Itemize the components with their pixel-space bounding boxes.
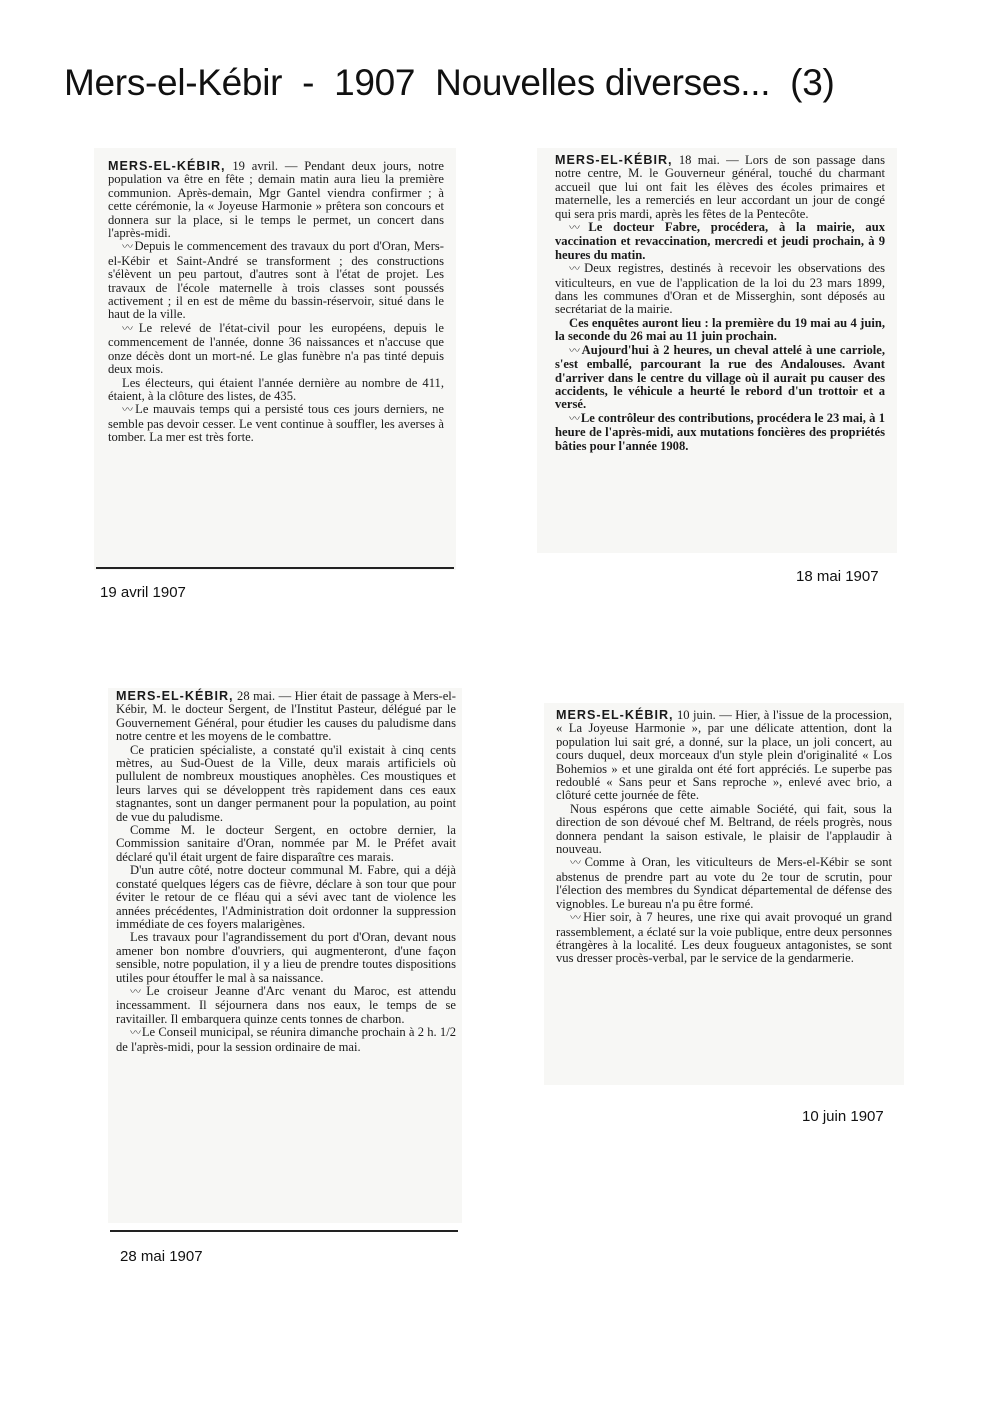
clip-paragraph: 〰 Le mauvais temps qui a persisté tous ces jours derniers, ne semble pas devoir cesser. Le vent continue à souffler, les averses à tomber. La mer est très forte. [108, 402, 445, 445]
clip-caption: 10 juin 1907 [802, 1108, 884, 1125]
wavy-dash-icon: 〰 [122, 241, 135, 254]
clip-date: 28 mai. — [233, 689, 295, 703]
clip-date: 18 mai. — [672, 153, 746, 167]
clip-paragraph: 〰 Le docteur Fabre, procédera, à la mairie, aux vaccination et revaccination, mercredi et jeudi prochain, à 9 heures du matin. [555, 220, 885, 262]
wavy-dash-icon: 〰 [569, 222, 589, 235]
clip-paragraph: Ce praticien spécialiste, a constaté qu'il existait à cinq cents mètres, au Sud-Ouest de la Ville, deux marais artificiels où pullulent de nombreux moustiques anophèles. Ces moustiques et leurs larves qui se développent très rapidement dans ces eaux stagnantes, sont un danger permanent pour la population, au point de vue du paludisme. [116, 742, 456, 824]
clip-dateline: MERS-EL-KÉBIR, [555, 153, 673, 167]
clip-paragraph: Les travaux pour l'agrandissement du port d'Oran, devant nous amener bon nombre d'ouvriers, qui augmenteront, d'une façon sensible, notre population, il y a lieu de prendre toutes dispositions utiles pour étouffer le mal à sa naissance. [116, 930, 456, 985]
clip-bottom-rule [110, 1230, 458, 1232]
clip-caption: 19 avril 1907 [100, 584, 186, 601]
news-clipping-28-mai [108, 688, 462, 1223]
clip-paragraph: Ces enquêtes auront lieu : la première du 19 mai au 4 juin, la seconde du 26 mai au 11 juin prochain. [555, 315, 885, 344]
clip-paragraph: 〰 Depuis le commencement des travaux du port d'Oran, Mers-el-Kébir et Saint-André se transforment ; des constructions s'élèvent un peu partout, d'autres sont à l'état de projet. Les travaux de l'école maternelle à trois classes sont poussés activement ; il en est de même du bassin-réservoir, situé dans le haut de la ville. [108, 239, 444, 322]
page-title: Mers-el-Kébir - 1907 Nouvelles diverses... (3) [64, 62, 835, 103]
clip-paragraph: 〰 Le contrôleur des contributions, procédera le 23 mai, à 1 heure de l'après-midi, aux mutations foncières des propriétés bâties pour l'année 1908. [555, 410, 885, 453]
clip-dateline: MERS-EL-KÉBIR, [556, 708, 674, 722]
clip-paragraph: MERS-EL-KÉBIR, 10 juin. — Hier, à l'issue de la procession, « La Joyeuse Harmonie », par une délicate attention, dont la population lui sait gré, a donné, sur la place, un joli concert, au cours duquel, deux morceaux d'un style plein d'originalité « Los Bohemios » et une giralda ont été fort appréciés. Le superbe pas redoublé « Sans peur et Sans reproche », enlevé avec brio, a clôturé cette journée de fête. [556, 708, 892, 803]
wavy-dash-icon: 〰 [130, 985, 147, 998]
clip-dateline: MERS-EL-KÉBIR, [116, 689, 234, 703]
wavy-dash-icon: 〰 [570, 912, 584, 925]
clip-paragraph: MERS-EL-KÉBIR, 19 avril. — Pendant deux jours, notre population va être en fête ; demain matin aura lieu la première communion. Après-demain, Mgr Gantel viendra confirmer ; à cette cérémonie, la « Joyeuse Harmonie » prêtera son concours et donnera sur la place, si le temps le permet, un concert dans l'après-midi. [108, 159, 444, 241]
wavy-dash-icon: 〰 [130, 1027, 142, 1040]
news-clipping-10-juin [544, 703, 904, 1085]
clip-paragraph: D'un autre côté, notre docteur communal M. Fabre, qui a déjà constaté quelques légers cas de fièvre, déclare à son tour que pour éviter le retour de ce fléau qui a sévi avec tant de violence les années précédentes, l'Administration doit ordonner la suppression immédiate de ces foyers malarigènes. [116, 863, 456, 931]
clip-paragraph: 〰 Le Conseil municipal, se réunira dimanche prochain à 2 h. 1/2 de l'après-midi, pour la session ordinaire de mai. [116, 1025, 457, 1054]
clip-paragraph: 〰 Le croiseur Jeanne d'Arc venant du Maroc, est attendu incessamment. Il séjournera dans nos eaux, le temps de se ravitailler. Il embarquera quinze cents tonnes de charbon. [116, 983, 457, 1026]
wavy-dash-icon: 〰 [122, 322, 139, 335]
wavy-dash-icon: 〰 [122, 404, 136, 417]
news-clipping-19-avril [94, 148, 456, 570]
clip-paragraph: Les électeurs, qui étaient l'année dernière au nombre de 411, étaient, à la clôture des listes, de 435. [108, 375, 444, 403]
clip-date: 19 avril. — [225, 159, 305, 173]
clip-paragraph: Nous espérons que cette aimable Société, qui fait, sous la direction de son dévoué chef M. Beltrand, de réels progrès, nous donnera pendant la saison estivale, le plaisir de l'applaudir à nouveau. [556, 801, 892, 857]
wavy-dash-icon: 〰 [569, 412, 581, 425]
clip-paragraph: MERS-EL-KÉBIR, 28 mai. — Hier était de passage à Mers-el-Kébir, M. le docteur Sergent, de l'Institut Pasteur, délégué par le Gouvernement Général, pour étudier les causes du paludisme dans notre centre et les moyens de le combattre. [116, 689, 456, 744]
wavy-dash-icon: 〰 [569, 344, 582, 357]
wavy-dash-icon: 〰 [569, 263, 585, 276]
clip-paragraph: 〰 Deux registres, destinés à recevoir les observations des viticulteurs, en vue de l'application de la loi du 23 mars 1899, dans les communes d'Oran et de Misserghin, sont déposés au secrétariat de la mairie. [555, 261, 886, 317]
clip-caption: 28 mai 1907 [120, 1248, 203, 1265]
clip-bottom-rule [96, 567, 454, 569]
clip-date: 10 juin. — [673, 708, 736, 722]
clip-paragraph: Comme M. le docteur Sergent, en octobre dernier, la Commission sanitaire d'Oran, nommée par M. le Préfet avait déclaré qu'il était urgent de faire disparaître ces marais. [116, 823, 456, 864]
wavy-dash-icon: 〰 [570, 857, 585, 870]
news-clipping-18-mai [537, 148, 897, 553]
clip-paragraph: 〰 Aujourd'hui à 2 heures, un cheval attelé à une carriole, s'est emballé, parcourant la rue des Andalouses. Avant d'arriver dans le centre du village où il aurait pu causer des accidents, le véhicule a heurté le rebord d'un trottoir et a versé. [555, 342, 885, 412]
clip-paragraph: 〰 Hier soir, à 7 heures, une rixe qui avait provoqué un grand rassemblement, a éclaté sur la voie publique, entre deux personnes étrangères à la localité. Les deux fougueux antagonistes, se sont vus dresser procès-verbal, par le service de la gendarmerie. [556, 910, 892, 966]
clip-caption: 18 mai 1907 [796, 568, 879, 585]
clip-paragraph: MERS-EL-KÉBIR, 18 mai. — Lors de son passage dans notre centre, M. le Gouverneur général, touché du charmant accueil que lui ont fait les élèves des écoles primaires et maternelle, les a remerciés en leur accordant un jour de congé qui sera pris mardi, après les fêtes de la Pentecôte. [555, 153, 885, 221]
clip-dateline: MERS-EL-KÉBIR, [108, 159, 226, 173]
clip-paragraph: 〰 Comme à Oran, les viticulteurs de Mers-el-Kébir se sont abstenus de prendre part au vote du 2e tour de scrutin, pour l'élection des membres du Syndicat départemental de défense des vignobles. Le bureau n'a pu être formé. [556, 855, 892, 911]
clip-paragraph: 〰 Le relevé de l'état-civil pour les européens, depuis le commencement de l'année, donne 36 naissances et n'accuse que onze décès dont un mort-né. Le glas funèbre n'a pas tinté depuis deux mois. [108, 320, 444, 377]
